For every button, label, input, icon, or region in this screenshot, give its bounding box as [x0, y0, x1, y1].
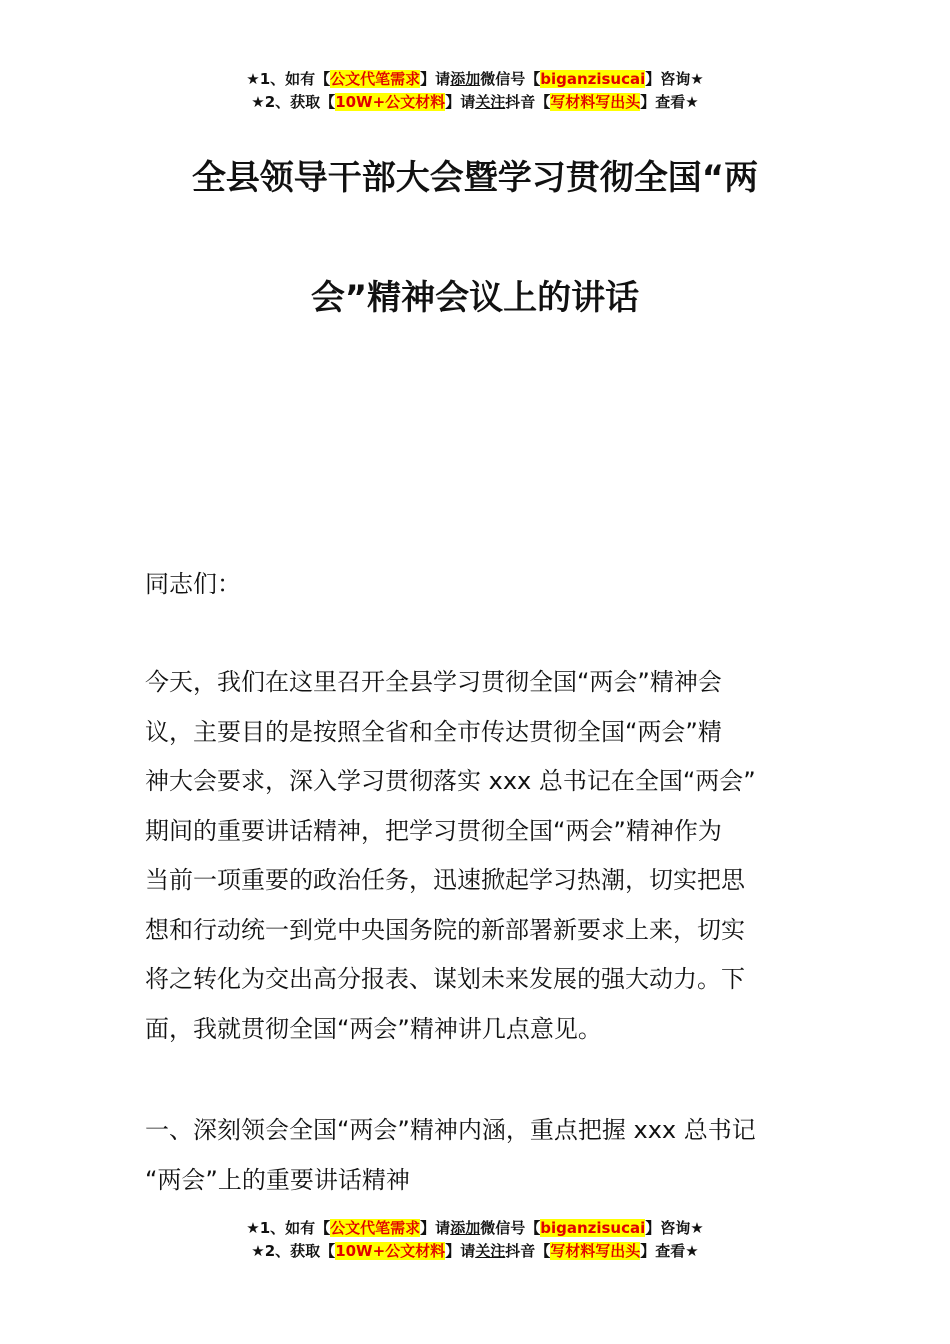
- paragraph-line: 面，我就贯彻全国“两会”精神讲几点意见。: [145, 1014, 602, 1043]
- banner-douyin-id: 写材料写出头: [550, 1242, 641, 1260]
- paragraph-line: 当前一项重要的政治任务，迅速掀起学习热潮，切实把思: [145, 866, 745, 894]
- banner-highlight: 10W+公文材料: [335, 1242, 446, 1260]
- heading-line: 一、深刻领会全国“两会”精神内涵，重点把握 xxx 总书记: [145, 1116, 756, 1144]
- heading-line: “两会”上的重要讲话精神: [145, 1165, 410, 1194]
- bottom-banner: [0, 1217, 950, 1263]
- top-banner: [0, 68, 950, 114]
- greeting: 同志们：: [145, 570, 241, 598]
- document-title-line-2: 会”精神会议上的讲话: [310, 278, 640, 318]
- banner-wechat-id: biganzisucai: [540, 70, 646, 88]
- paragraph-line: 期间的重要讲话精神，把学习贯彻全国“两会”精神作为: [145, 816, 722, 845]
- paragraph-1: [145, 658, 810, 1054]
- banner-wechat-id: biganzisucai: [540, 1219, 646, 1237]
- banner-line-2: ★2、获取【10W+公文材料】请关注抖音【写材料写出头】查看★: [251, 93, 699, 111]
- paragraph-line: 今天，我们在这里召开全县学习贯彻全国“两会”精神会: [145, 668, 722, 696]
- banner-line-1: ★1、如有【公文代笔需求】请添加微信号【biganzisucai】咨询★: [246, 70, 704, 88]
- banner-line-2: ★2、获取【10W+公文材料】请关注抖音【写材料写出头】查看★: [251, 1242, 699, 1260]
- paragraph-line: 想和行动统一到党中央国务院的新部署新要求上来，切实: [145, 915, 745, 944]
- banner-douyin-id: 写材料写出头: [550, 93, 641, 111]
- banner-line-1: ★1、如有【公文代笔需求】请添加微信号【biganzisucai】咨询★: [246, 1219, 704, 1237]
- section-heading-1: [145, 1106, 810, 1205]
- banner-highlight: 公文代笔需求: [330, 70, 421, 88]
- banner-highlight: 10W+公文材料: [335, 93, 446, 111]
- document-title-line-1: 全县领导干部大会暨学习贯彻全国“两: [191, 158, 759, 198]
- banner-highlight: 公文代笔需求: [330, 1219, 421, 1237]
- paragraph-line: 将之转化为交出高分报表、谋划未来发展的强大动力。下: [145, 965, 745, 993]
- paragraph-line: 议，主要目的是按照全省和全市传达贯彻全国“两会”精: [145, 717, 722, 746]
- paragraph-line: 神大会要求，深入学习贯彻落实 xxx 总书记在全国“两会”: [145, 767, 756, 795]
